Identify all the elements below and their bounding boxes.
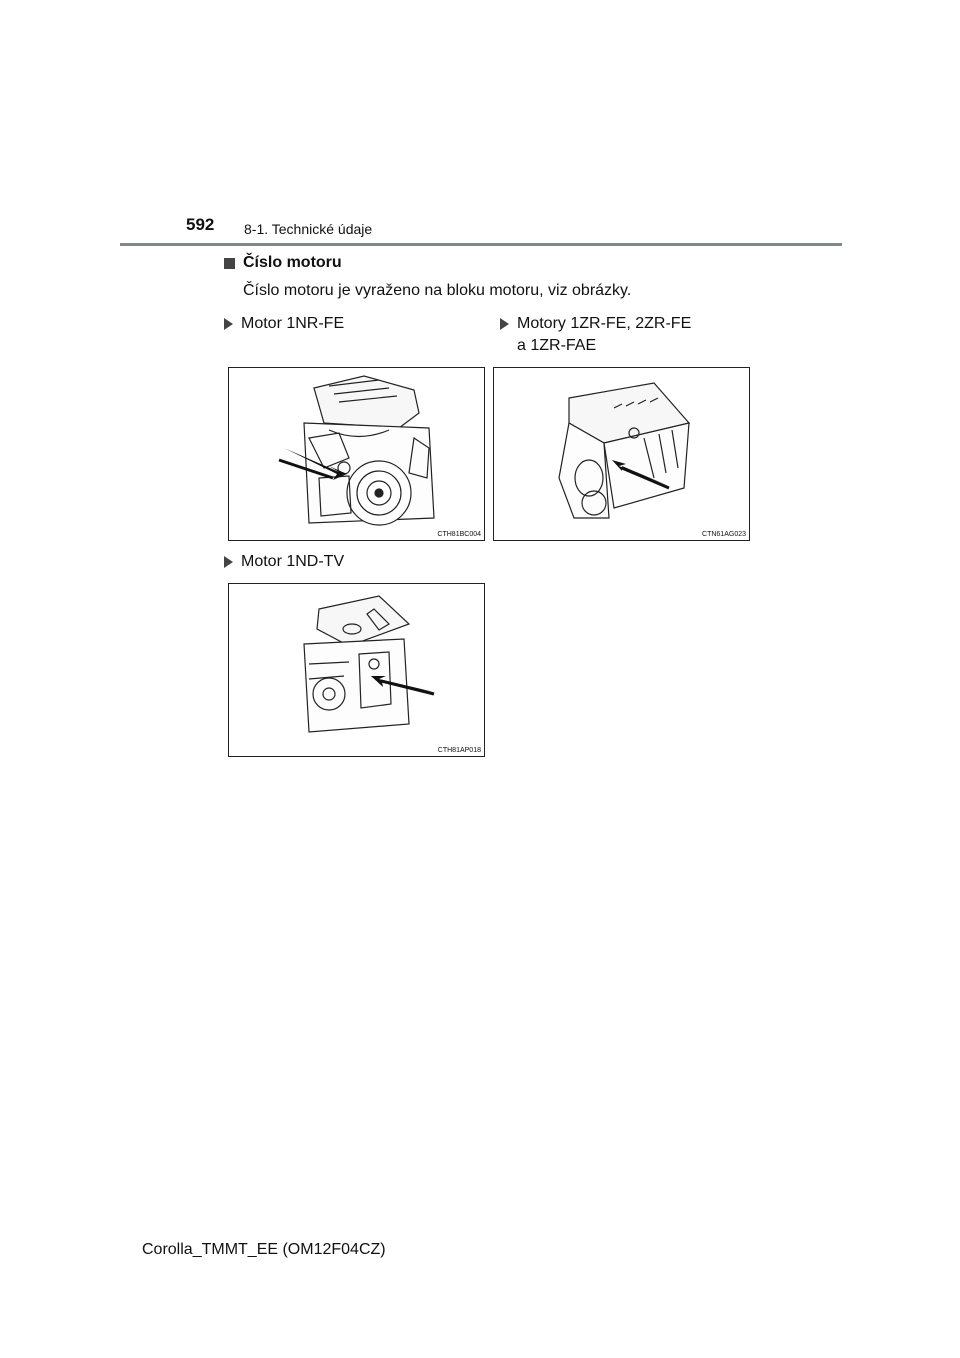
square-bullet-icon [224,258,235,269]
variant-text-line: a 1ZR-FAE [517,337,597,354]
engine-figure-1nd-tv [228,583,485,757]
engine-zr-drawing [494,368,751,542]
triangle-bullet-icon [224,318,233,330]
figure-code: CTN61AG023 [702,531,746,538]
engine-figure-zr [493,367,750,541]
variant-label-1nr-fe [224,313,344,335]
header-rule [120,243,842,246]
section-heading [224,254,342,272]
variant-text-line: Motory 1ZR-FE, 2ZR-FE [517,315,692,332]
figure-code: CTH81BC004 [437,531,481,538]
variant-text: Motor 1ND-TV [241,553,345,570]
triangle-bullet-icon [224,556,233,568]
body-text: Číslo motoru je vyraženo na bloku motoru, viz obrázky. [243,282,632,299]
triangle-bullet-icon [500,318,509,330]
engine-1nd-tv-drawing [229,584,486,758]
variant-label-1nd-tv [224,551,344,573]
variant-label-zr [500,313,691,357]
engine-1nr-fe-drawing [229,368,486,542]
page-number: 592 [186,215,215,234]
footer-doc-id: Corolla_TMMT_EE (OM12F04CZ) [142,1241,386,1258]
section-label: 8-1. Technické údaje [244,221,373,237]
engine-figure-1nr-fe [228,367,485,541]
figure-code: CTH81AP018 [437,747,481,754]
variant-text [517,313,691,357]
variant-text: Motor 1NR-FE [241,315,345,332]
heading-text: Číslo motoru [243,254,342,271]
